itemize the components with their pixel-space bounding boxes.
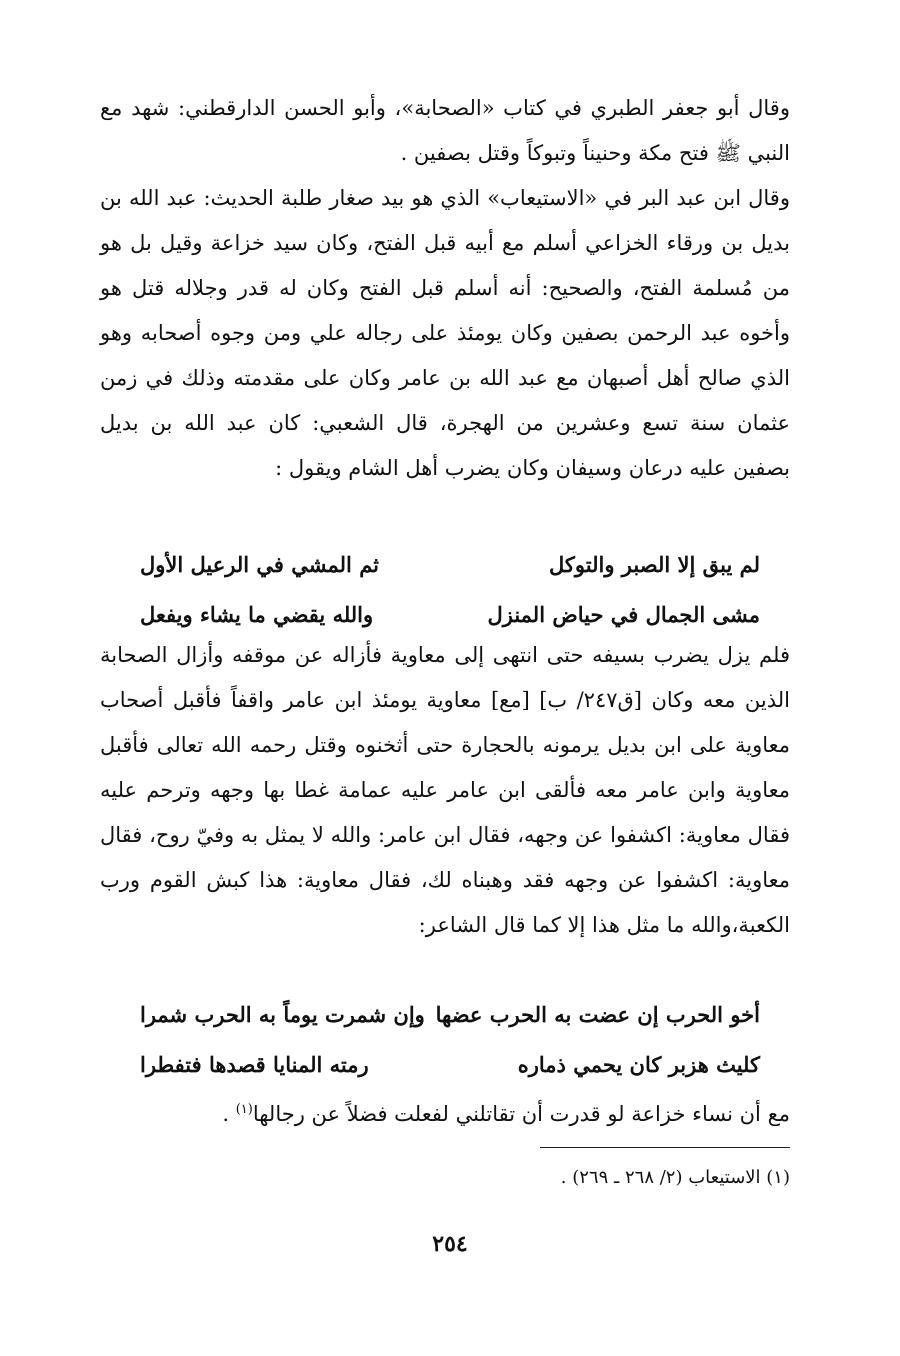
footnote: (١) الاستيعاب (٢/ ٢٦٨ ـ ٢٦٩) . (560, 1167, 790, 1188)
footnote-marker: (١) (235, 1102, 253, 1117)
verse-line (140, 1040, 760, 1090)
verse-second-hemistich: رمته المنايا قصدها فتفطرا (140, 1052, 369, 1077)
verse-first-hemistich: أخو الحرب إن عضت به الحرب عضها (435, 1002, 760, 1027)
footnote-divider (540, 1147, 790, 1148)
paragraph-text: وقال أبو جعفر الطبري في كتاب «الصحابة»، وأبو الحسن الدارقطني: شهد مع النبي ﷺ فتح مكة وحنيناً وتبوكاً وقتل بصفين . (100, 96, 790, 165)
closing-period: . (222, 1102, 236, 1126)
paragraph-text: وقال ابن عبد البر في «الاستيعاب» الذي هو بيد صغار طلبة الحديث: عبد الله بن بديل بن ورقاء الخزاعي أسلم مع أبيه قبل الفتح، وكان سيد خزاعة وقيل بل هو من مُسلمة الفتح، والصحيح: أنه أسلم قبل الفتح وكان له قدر وجلاله قتل هو وأخوه عبد الرحمن بصفين وكان يومئذ على رجاله علي ومن وجوه أصحابه وهو الذي صالح أهل أصبهان مع عبد الله بن عامر وكان على مقدمته وذلك في زمن عثمان سنة تسع وعشرين من الهجرة، قال الشعبي: كان عبد الله بن بديل بصفين عليه درعان وسيفان وكان يضرب أهل الشام ويقول : (100, 186, 790, 480)
page-number: ٢٥٤ (432, 1231, 468, 1257)
verse-second-hemistich: وإن شمرت يوماً به الحرب شمرا (140, 1002, 425, 1027)
paragraph-ibn-abd-al-barr (100, 176, 790, 491)
paragraph-text (100, 1092, 790, 1137)
paragraph-khuzaa (100, 1092, 790, 1137)
verse-line (140, 540, 760, 590)
paragraph-tabari (100, 86, 790, 176)
poem-verses-first (140, 540, 760, 640)
paragraph-text: فلم يزل يضرب بسيفه حتى انتهى إلى معاوية فأزاله عن موقفه وأزال الصحابة الذين معه وكان [ق٢٤٧/ ب] [مع] معاوية يومئذ ابن عامر واقفاً فأقبل أصحاب معاوية على ابن بديل يرمونه بالحجارة حتى أثخنوه وقتل رحمه الله تعالى فأقبل معاوية وابن عامر معه فألقى ابن عامر عليه عمامة غطا بها وجهه وترحم عليه فقال معاوية: اكشفوا عن وجهه، فقال ابن عامر: والله لا يمثل به وفيّ روح، فقال معاوية: اكشفوا عن وجهه فقد وهبناه لك، فقال معاوية: هذا كبش القوم ورب الكعبة،والله ما مثل هذا إلا كما قال الشاعر: (100, 643, 790, 937)
poem-verses-second (140, 990, 760, 1090)
paragraph-battle-narrative (100, 633, 790, 948)
verse-second-hemistich: ثم المشي في الرعيل الأول (140, 552, 380, 577)
verse-first-hemistich: لم يبق إلا الصبر والتوكل (549, 552, 760, 577)
paragraph-body: مع أن نساء خزاعة لو قدرت أن تقاتلني لفعلت فضلاً عن رجالها (252, 1102, 790, 1126)
verse-first-hemistich: كليث هزبر كان يحمي ذماره (517, 1052, 760, 1077)
verse-first-hemistich: مشى الجمال في حياض المنزل (487, 602, 760, 627)
verse-second-hemistich: والله يقضي ما يشاء ويفعل (140, 602, 374, 627)
verse-line (140, 990, 760, 1040)
